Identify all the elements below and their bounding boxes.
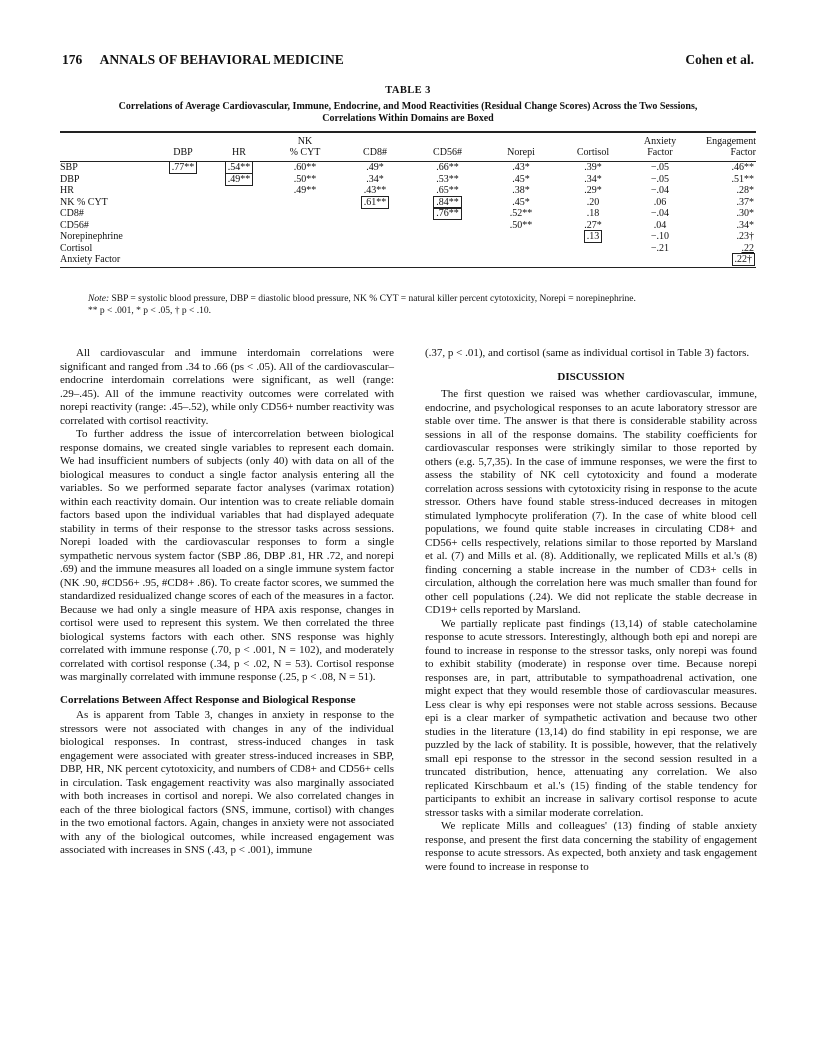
table-cell: [557, 243, 629, 255]
table-caption: [60, 101, 756, 125]
table-cell: .43**: [363, 185, 387, 197]
table-caption-line-1: Correlations of Average Cardiovascular, Immune, Endocrine, and Mood Reactivities (Residual Change Scores) Across the Two Sessions,: [118, 101, 698, 112]
col-header-hr: HR: [208, 133, 270, 162]
table-cell: .13: [586, 231, 600, 243]
table-cell: [340, 220, 410, 232]
table-cell: .34*: [584, 173, 602, 185]
table-row: [60, 162, 756, 174]
row-label: HR: [60, 185, 74, 197]
col-header-norepi: Norepi: [485, 133, 557, 162]
table-cell: .49*: [366, 162, 384, 174]
table-cell: [340, 231, 410, 243]
table-cell: [158, 231, 208, 243]
correlation-table: [60, 131, 756, 268]
running-header: [62, 52, 754, 68]
table-cell: .46**: [731, 162, 754, 174]
table-cell: .28*: [736, 185, 754, 197]
table-cell: [208, 197, 270, 209]
table-cell: [208, 231, 270, 243]
table-label: TABLE 3: [385, 85, 431, 96]
table-note-line-1: [88, 294, 748, 306]
table-cell: [208, 185, 270, 197]
table-cell: .30*: [736, 208, 754, 220]
table-cell: .65**: [436, 185, 459, 197]
journal-title: ANNALS OF BEHAVIORAL MEDICINE: [99, 52, 344, 67]
table-cell: .60**: [293, 162, 317, 174]
table-cell: .49**: [227, 173, 251, 185]
table-cell: [270, 208, 340, 220]
row-label: Cortisol: [60, 242, 93, 254]
table-row: [60, 174, 756, 186]
table-cell: [270, 197, 340, 209]
table-cell: −.21: [650, 242, 670, 254]
paragraph: We replicate Mills and colleagues' (13) finding of stable anxiety response, and present the first data concerning the stability of engagement response to acute stressors. As expected, both anxiety and task engagement were found to increase in response to: [425, 820, 757, 873]
right-column: [425, 347, 757, 874]
col-header-cd8: CD8#: [340, 133, 410, 162]
table-cell: [158, 185, 208, 197]
table-cell: [629, 254, 691, 267]
table-cell: [270, 243, 340, 255]
table-cell: .84**: [436, 196, 459, 208]
table-cell: .29*: [584, 185, 602, 197]
row-label: NK % CYT: [60, 196, 108, 208]
table-cell: .53**: [436, 173, 459, 185]
paragraph: (.37, p < .01), and cortisol (same as individual cortisol in Table 3) factors.: [425, 347, 750, 359]
paragraph: We partially replicate past findings (13,14) of stable catecholamine response to acute stressors. Interestingly, although both epi and norepi are found to increase in response to the stressor tasks, only norepi was found to exhibit stability (moderate) in response over time. Because norepi responses are, in part, attributable to sympathoadrenal activation, one might expect that they would resemble those of cardiovascular measures. Less clear is why epi responses were not stable across sessions. Because epi is a clear marker of sympathetic activation and because two other studies in the literature (13,14) do find stability in epi response, we are puzzled by the lack of stability. It is possible, however, that the relatively small epi response to the stressor in the second session resulted in a truncated distribution, hence, attenuating any correlation. We also replicated Kirschbaum et al.'s (15) finding of the stable tendency for participants to exhibit an increase in salivary cortisol response to acute stressor tasks with a similar moderate correlation.: [425, 617, 757, 819]
col-header-engagement-factor: Engagement Factor: [691, 133, 756, 162]
table-cell: [208, 220, 270, 232]
table-cell: [270, 220, 340, 232]
row-label: DBP: [60, 173, 80, 185]
table-row: [60, 243, 756, 255]
table-cell: [208, 208, 270, 220]
left-column: [60, 347, 394, 858]
running-header-left: [62, 52, 344, 68]
table-cell: .20: [586, 196, 600, 208]
table-cell: .50**: [293, 173, 317, 185]
table-cell: [410, 231, 485, 243]
table-cell: −.05: [650, 162, 670, 174]
table-cell: .06: [653, 196, 667, 208]
table-cell: .45*: [512, 173, 530, 185]
paragraph: To further address the issue of intercorrelation between biological response domains, we created single variables to represent each domain. We had insufficient numbers of subjects (only 40) with data on all of the biological measures to conduct a single factor analysis entering all the variables. So we performed separate factor analyses (varimax rotation) within each reactivity domain. Our intention was to create reliable domain factors based upon the individual variables that had displayed adequate stability in terms of their response to the stressor tasks across sessions. Norepi loaded with the cardiovascular responses to form a single sympathetic nervous system factor (SBP .86, DBP .81, HR .72, and norepi .69) and the immune measures all loaded on a single immune system factor (NK .90, #CD56+ .95, #CD8+ .86). To create factor scores, we summed the standardized residualized change scores of each of the measures in a factor. Because we had only a single measure of HPA axis response, changes in cortisol were used to represent this system. We then correlated the three biological systems factors with each other. SNS response was highly correlated with immune response (.70, p < .001, N = 102), and moderately correlated with cortisol response (.34, p < .02, N = 53). Cortisol response was marginally correlated with immune response (.25, p < .08, N = 51).: [60, 428, 394, 683]
table-cell: [340, 254, 410, 267]
table-cell: [485, 231, 557, 243]
table-row: [60, 197, 756, 209]
table-cell: −.05: [650, 173, 670, 185]
col-header-anxiety-factor: Anxiety Factor: [629, 133, 691, 162]
table-cell: .50**: [509, 219, 533, 231]
table-cell: .76**: [436, 208, 459, 220]
table-row: [60, 220, 756, 232]
table-cell: [158, 197, 208, 209]
row-label: CD56#: [60, 219, 89, 231]
table-cell: [158, 254, 208, 267]
table-cell: .66**: [436, 162, 459, 174]
paragraph: As is apparent from Table 3, changes in anxiety in response to the stressors were not associated with changes in any of the individual biological responses. In contrast, stress-induced changes in task engagement were associated with greater stress-induced increases in SBP, DBP, HR, NK percent cytotoxicity, and numbers of CD8+ and CD56+ cells in circulation. Task engagement reactivity was also marginally associated with both increases in cortisol and norepi. We also correlated changes in each of the three biological factors (SNS, immune, cortisol) with changes in the two emotional factors. Again, changes in anxiety were not associated with any of the biological outcomes, while increased engagement was associated with increases in SNS (.43, p < .001), immune: [60, 709, 394, 856]
table-cell: [410, 220, 485, 232]
table-cell: [410, 254, 485, 267]
col-header-nk-cyt: NK % CYT: [270, 133, 340, 162]
table-cell: [208, 243, 270, 255]
table-note: [88, 294, 748, 317]
table-cell: .52**: [509, 208, 533, 220]
table-cell: [158, 208, 208, 220]
table-cell: [270, 254, 340, 267]
table-cell: .54**: [227, 162, 251, 174]
note-prefix: Note:: [88, 294, 110, 304]
table-cell: [485, 243, 557, 255]
table-note-line-2: ** p < .001, * p < .05, † p < .10.: [88, 305, 211, 316]
table-cell: [158, 174, 208, 186]
table-cell: .23†: [736, 231, 754, 243]
table-cell: [340, 243, 410, 255]
row-label: SBP: [60, 162, 78, 174]
table-cell: .34*: [736, 219, 754, 231]
table-cell: .22†: [734, 254, 752, 266]
paragraph: The first question we raised was whether cardiovascular, immune, endocrine, and psychological responses to an acute laboratory stressor are stable over time. The answer is that there is considerable stability across sessions in all of the response domains. The stability coefficients for cardiovascular responses were strikingly similar to those reported by others (e.g. 5,7,35). In the case of immune responses, we were the first to assess the stability of NK cell cytotoxicity and found a moderate correlation across sessions with cytotoxicity rising in response to the acute stressor. Others have found stable stress-induced decreases in mitogen stimulated lymphocyte proliferation (7). In the case of white blood cell populations, we found quite stable increases in circulating CD8+ and CD56+ cells respectively, relations similar to those reported by Marsland et al. (7) and Mills et al. (8). Additionally, we replicated Mills et al.'s (8) finding concerning a stable increase in the number of CD3+ cells in circulation, although the correlation here was much smaller than found for other cell populations (.24). We did not replicate the stable decrease in CD19+ cells reported by Marsland.: [425, 388, 757, 616]
table-cell: [208, 254, 270, 267]
row-label: Norepinephrine: [60, 231, 123, 243]
table-cell: .49**: [293, 185, 317, 197]
table-cell: .39*: [584, 162, 602, 174]
table-row: [60, 231, 756, 243]
table-cell: .37*: [736, 196, 754, 208]
col-header-dbp: DBP: [158, 133, 208, 162]
table-cell: .18: [586, 208, 600, 220]
table-row: [60, 185, 756, 197]
row-label: CD8#: [60, 208, 84, 220]
paragraph: All cardiovascular and immune interdomain correlations were significant and ranged from .34 to .66 (ps < .05). All of the cardiovascular–endocrine interdomain correlations were significant, as well (range: .29–.45). All of the immune reactivity outcomes were correlated with norepi reactivity (range: .45–.52), while only CD56+ number reactivity was correlated with cortisol reactivity.: [60, 347, 394, 427]
table-cell: .27*: [584, 219, 602, 231]
table-cell: .43*: [512, 162, 530, 174]
table-header-blank: [60, 133, 158, 162]
table-cell: [557, 254, 629, 267]
section-heading: DISCUSSION: [557, 370, 625, 383]
table-cell: [158, 220, 208, 232]
running-authors: Cohen et al.: [685, 52, 754, 67]
subsection-heading: Correlations Between Affect Response and Biological Response: [60, 693, 356, 706]
table-row: [60, 208, 756, 220]
table-cell: [485, 254, 557, 267]
table-cell: .34*: [366, 173, 384, 185]
note-abbreviations: SBP = systolic blood pressure, DBP = diastolic blood pressure, NK % CYT = natural killer percent cytotoxicity, Norepi = norepinephrine.: [109, 294, 636, 304]
table-header-row: [60, 133, 756, 162]
col-header-cd56: CD56#: [410, 133, 485, 162]
table-cell: .22: [741, 242, 754, 254]
table-cell: .04: [653, 219, 667, 231]
table-cell: [158, 243, 208, 255]
table-cell: .61**: [363, 196, 387, 208]
table-caption-line-2: Correlations Within Domains are Boxed: [322, 113, 494, 124]
table-cell: .77**: [171, 162, 195, 174]
table-cell: .38*: [512, 185, 530, 197]
table-cell: −.04: [650, 185, 670, 197]
table-cell: .51**: [731, 173, 754, 185]
table-cell: [270, 231, 340, 243]
table-cell: −.04: [650, 208, 670, 220]
page-number: 176: [62, 52, 83, 67]
table-cell: .45*: [512, 196, 530, 208]
row-label: Anxiety Factor: [60, 254, 158, 267]
table-row: [60, 254, 756, 267]
col-header-cortisol: Cortisol: [557, 133, 629, 162]
table-cell: −.10: [650, 231, 670, 243]
table-cell: [340, 208, 410, 220]
table-cell: [410, 243, 485, 255]
